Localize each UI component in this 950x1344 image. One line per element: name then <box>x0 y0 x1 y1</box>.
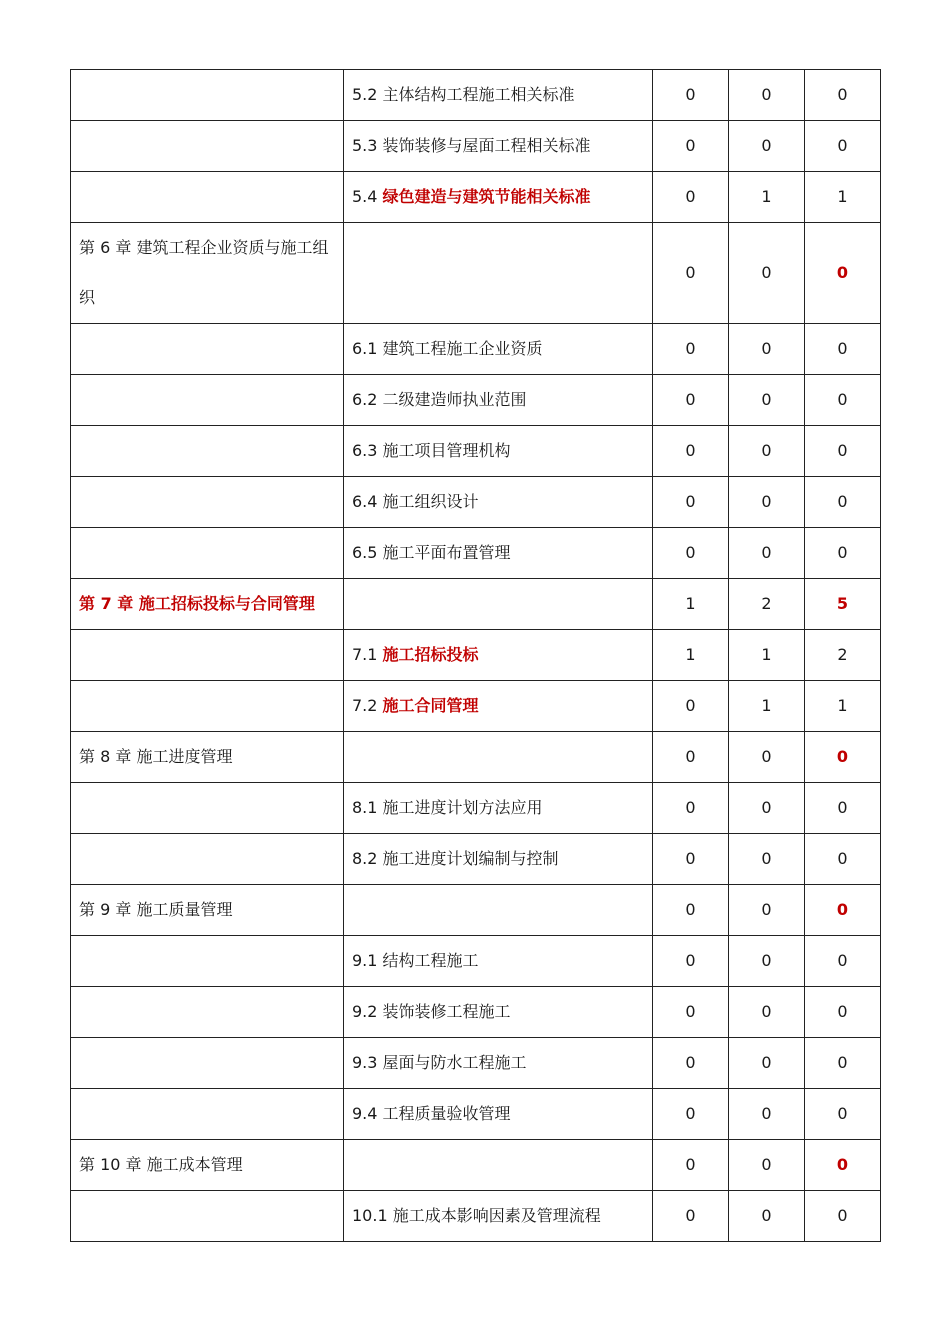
count-c: 0 <box>805 70 881 121</box>
section-title-highlight: 施工招标投标 <box>382 645 479 664</box>
count-c-total: 5 <box>805 579 881 630</box>
count-b: 0 <box>729 936 805 987</box>
table-row <box>71 324 881 375</box>
count-c: 0 <box>805 834 881 885</box>
count-b: 0 <box>729 1191 805 1242</box>
chapter-cell <box>71 1089 344 1140</box>
count-b: 0 <box>729 528 805 579</box>
count-c: 0 <box>805 783 881 834</box>
table-row <box>71 528 881 579</box>
section-number: 7.2 <box>352 696 383 715</box>
count-c-total: 0 <box>805 732 881 783</box>
table-row <box>71 375 881 426</box>
exam-stats-table <box>70 69 881 1242</box>
count-a: 0 <box>653 528 729 579</box>
section-number: 5.4 <box>352 187 383 206</box>
count-c-total: 0 <box>805 1140 881 1191</box>
section-title: 施工成本影响因素及管理流程 <box>392 1206 601 1225</box>
section-title: 屋面与防水工程施工 <box>382 1053 527 1072</box>
section-cell <box>344 426 653 477</box>
table-row <box>71 987 881 1038</box>
section-number: 9.4 <box>352 1104 383 1123</box>
section-cell <box>344 579 653 630</box>
section-title: 施工进度计划方法应用 <box>382 798 543 817</box>
section-number: 6.2 <box>352 390 383 409</box>
table-row <box>71 426 881 477</box>
count-b: 0 <box>729 1140 805 1191</box>
count-c: 1 <box>805 172 881 223</box>
section-cell <box>344 477 653 528</box>
section-number: 6.3 <box>352 441 383 460</box>
chapter-row <box>71 885 881 936</box>
section-title-highlight: 施工合同管理 <box>382 696 479 715</box>
count-b: 0 <box>729 426 805 477</box>
chapter-cell <box>71 987 344 1038</box>
count-b: 2 <box>729 579 805 630</box>
count-b: 1 <box>729 630 805 681</box>
count-b: 0 <box>729 885 805 936</box>
count-a: 0 <box>653 223 729 324</box>
section-number: 5.2 <box>352 85 383 104</box>
table-row <box>71 630 881 681</box>
count-b: 0 <box>729 324 805 375</box>
count-c: 0 <box>805 324 881 375</box>
chapter-row <box>71 732 881 783</box>
section-cell <box>344 1191 653 1242</box>
section-cell <box>344 121 653 172</box>
count-a: 0 <box>653 1089 729 1140</box>
count-c: 0 <box>805 426 881 477</box>
table-row <box>71 783 881 834</box>
section-title: 结构工程施工 <box>382 951 479 970</box>
table-row <box>71 1191 881 1242</box>
count-a: 0 <box>653 324 729 375</box>
count-a: 0 <box>653 1038 729 1089</box>
section-number: 8.1 <box>352 798 383 817</box>
count-b: 0 <box>729 121 805 172</box>
count-a: 0 <box>653 783 729 834</box>
section-cell <box>344 172 653 223</box>
count-c: 1 <box>805 681 881 732</box>
table-row <box>71 172 881 223</box>
count-a: 1 <box>653 630 729 681</box>
count-c-total: 0 <box>805 223 881 324</box>
chapter-cell <box>71 121 344 172</box>
chapter-cell <box>71 1191 344 1242</box>
section-number: 6.4 <box>352 492 383 511</box>
chapter-row <box>71 579 881 630</box>
count-a: 0 <box>653 172 729 223</box>
section-number: 5.3 <box>352 136 383 155</box>
count-b: 0 <box>729 987 805 1038</box>
section-number: 6.1 <box>352 339 383 358</box>
section-title: 施工平面布置管理 <box>382 543 511 562</box>
section-cell <box>344 936 653 987</box>
count-b: 0 <box>729 1089 805 1140</box>
section-cell <box>344 681 653 732</box>
table-row <box>71 70 881 121</box>
count-c: 0 <box>805 936 881 987</box>
section-number: 9.3 <box>352 1053 383 1072</box>
section-number: 9.1 <box>352 951 383 970</box>
count-a: 0 <box>653 885 729 936</box>
table-row <box>71 681 881 732</box>
section-number: 6.5 <box>352 543 383 562</box>
count-b: 0 <box>729 732 805 783</box>
chapter-cell: 第 6 章 建筑工程企业资质与施工组织 <box>71 223 344 324</box>
chapter-cell <box>71 783 344 834</box>
table-row <box>71 936 881 987</box>
count-a: 0 <box>653 1140 729 1191</box>
section-title: 施工进度计划编制与控制 <box>382 849 559 868</box>
section-title: 装饰装修与屋面工程相关标准 <box>382 136 591 155</box>
chapter-row <box>71 1140 881 1191</box>
section-number: 9.2 <box>352 1002 383 1021</box>
count-b: 1 <box>729 681 805 732</box>
count-c: 0 <box>805 528 881 579</box>
section-cell <box>344 834 653 885</box>
chapter-cell <box>71 1038 344 1089</box>
count-a: 0 <box>653 732 729 783</box>
count-b: 0 <box>729 70 805 121</box>
count-a: 0 <box>653 987 729 1038</box>
count-a: 0 <box>653 834 729 885</box>
count-a: 0 <box>653 1191 729 1242</box>
count-b: 0 <box>729 1038 805 1089</box>
chapter-cell <box>71 630 344 681</box>
section-cell <box>344 375 653 426</box>
count-a: 0 <box>653 936 729 987</box>
chapter-cell <box>71 324 344 375</box>
chapter-cell: 第 10 章 施工成本管理 <box>71 1140 344 1191</box>
section-cell <box>344 987 653 1038</box>
exam-stats-table-page <box>70 69 880 1242</box>
section-number: 10.1 <box>352 1206 393 1225</box>
count-c: 2 <box>805 630 881 681</box>
section-title: 施工组织设计 <box>382 492 479 511</box>
section-cell <box>344 630 653 681</box>
section-cell <box>344 223 653 324</box>
section-title: 装饰装修工程施工 <box>382 1002 511 1021</box>
count-c: 0 <box>805 987 881 1038</box>
chapter-cell: 第 9 章 施工质量管理 <box>71 885 344 936</box>
section-title: 施工项目管理机构 <box>382 441 511 460</box>
section-cell <box>344 1140 653 1191</box>
count-a: 0 <box>653 477 729 528</box>
section-title-highlight: 绿色建造与建筑节能相关标准 <box>382 187 591 206</box>
count-c: 0 <box>805 121 881 172</box>
chapter-cell <box>71 375 344 426</box>
count-b: 1 <box>729 172 805 223</box>
section-cell <box>344 324 653 375</box>
section-cell <box>344 732 653 783</box>
table-row <box>71 1038 881 1089</box>
count-c-total: 0 <box>805 885 881 936</box>
count-a: 0 <box>653 681 729 732</box>
chapter-cell <box>71 834 344 885</box>
section-title: 工程质量验收管理 <box>382 1104 511 1123</box>
section-cell <box>344 783 653 834</box>
table-row <box>71 121 881 172</box>
table-row <box>71 477 881 528</box>
chapter-cell <box>71 681 344 732</box>
chapter-cell <box>71 936 344 987</box>
count-c: 0 <box>805 1191 881 1242</box>
chapter-cell <box>71 528 344 579</box>
table-row <box>71 1089 881 1140</box>
count-a: 0 <box>653 426 729 477</box>
section-number: 7.1 <box>352 645 383 664</box>
count-c: 0 <box>805 1089 881 1140</box>
count-a: 0 <box>653 70 729 121</box>
count-b: 0 <box>729 477 805 528</box>
count-b: 0 <box>729 223 805 324</box>
chapter-cell: 第 8 章 施工进度管理 <box>71 732 344 783</box>
chapter-cell <box>71 70 344 121</box>
section-title: 建筑工程施工企业资质 <box>382 339 543 358</box>
count-c: 0 <box>805 1038 881 1089</box>
section-cell <box>344 528 653 579</box>
count-c: 0 <box>805 375 881 426</box>
count-b: 0 <box>729 783 805 834</box>
section-cell <box>344 1038 653 1089</box>
count-a: 1 <box>653 579 729 630</box>
section-cell <box>344 70 653 121</box>
count-a: 0 <box>653 375 729 426</box>
chapter-cell <box>71 172 344 223</box>
count-b: 0 <box>729 834 805 885</box>
section-cell <box>344 885 653 936</box>
chapter-cell <box>71 426 344 477</box>
section-cell <box>344 1089 653 1140</box>
count-a: 0 <box>653 121 729 172</box>
count-b: 0 <box>729 375 805 426</box>
chapter-cell <box>71 477 344 528</box>
section-number: 8.2 <box>352 849 383 868</box>
chapter-cell-highlight: 第 7 章 施工招标投标与合同管理 <box>71 579 344 630</box>
chapter-row <box>71 223 881 324</box>
table-row <box>71 834 881 885</box>
section-title: 主体结构工程施工相关标准 <box>382 85 575 104</box>
section-title: 二级建造师执业范围 <box>382 390 527 409</box>
count-c: 0 <box>805 477 881 528</box>
